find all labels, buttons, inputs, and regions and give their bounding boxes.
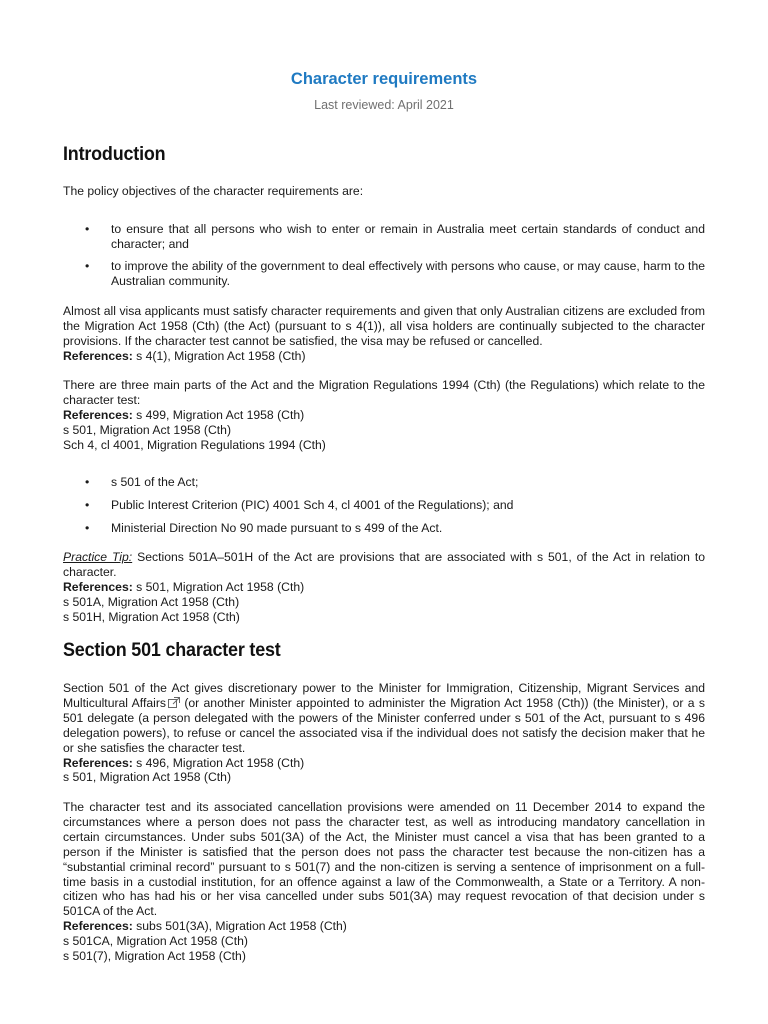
intro-paragraph-2 bbox=[63, 378, 705, 453]
references-label: References: bbox=[63, 919, 133, 934]
reference-line: s 501H, Migration Act 1958 (Cth) bbox=[63, 609, 240, 624]
s501-p1-end: (or another Minister appointed to administer the Migration Act 1958 (Cth)) (the Minister), or a s 501 delegate (a person delegated with the powers of the Minister conferred under s 501 of the Act, pursuant to s 496 delegation powers), to refuse or cancel the associated visa if the individual does not satisfy the decision maker that he or she satisfies the character test. bbox=[63, 695, 705, 755]
references-1 bbox=[63, 349, 705, 364]
practice-tip-label: Practice Tip: bbox=[63, 550, 133, 564]
reference-text: subs 501(3A), Migration Act 1958 (Cth) bbox=[132, 919, 347, 934]
references-label: References: bbox=[63, 579, 133, 594]
bullet-1-text: to ensure that all persons who wish to enter or remain in Australia meet certain standards of conduct and character; and bbox=[111, 222, 705, 251]
reference-line: s 501A, Migration Act 1958 (Cth) bbox=[63, 594, 240, 609]
part-3-text: Ministerial Direction No 90 made pursuant to s 499 of the Act. bbox=[111, 521, 443, 535]
reference-text: s 4(1), Migration Act 1958 (Cth) bbox=[132, 348, 306, 363]
s501-p1-text bbox=[63, 681, 705, 756]
s501-p2-text: The character test and its associated cancellation provisions were amended on 11 December 2014 to expand the circumstances where a person does not pass the character test, as well as introducing mandatory cancellation in certain circumstances. Under subs 501(3A) of the Act, the Minister must cancel a visa that has been granted to a person if the Minister is satisfied that the person does not pass the character test because the non-citizen has a “substantial criminal record” pursuant to s 501(7) and the non-citizen is serving a sentence of imprisonment on a full-time basis in a custodial institution, for an offence against a law of the Commonwealth, a State or a Territory. A non-citizen who has had his or her visa cancelled under subs 501(3A) may request revocation of that decision under s 501CA of the Act. bbox=[63, 800, 705, 919]
intro-paragraph-1 bbox=[63, 304, 705, 364]
s501-p1-start: Section 501 of the Act gives discretionary power to the Minister for Immigration, Citizenship, Migrant Services and Multicultural Affairs bbox=[63, 681, 705, 710]
reference-text: s 501, Migration Act 1958 (Cth) bbox=[132, 579, 305, 594]
reference-line: s 501(7), Migration Act 1958 (Cth) bbox=[63, 949, 246, 964]
bullet-2-text: to improve the ability of the government to deal effectively with persons who cause, or may cause, harm to the Australian community. bbox=[111, 259, 705, 288]
practice-tip-text bbox=[63, 550, 705, 580]
part-2-text: Public Interest Criterion (PIC) 4001 Sch 4, cl 4001 of the Regulations); and bbox=[111, 498, 514, 512]
bullet-2-glyph: • bbox=[85, 259, 90, 273]
references-label: References: bbox=[63, 407, 133, 422]
reference-line: s 501, Migration Act 1958 (Cth) bbox=[63, 770, 231, 785]
s501-paragraph-2 bbox=[63, 800, 705, 964]
practice-tip-body: Sections 501A–501H of the Act are provisions that are associated with s 501, of the Act in relation to character. bbox=[63, 550, 705, 579]
practice-tip bbox=[63, 550, 705, 625]
heading-introduction: Introduction bbox=[63, 143, 166, 165]
references-5 bbox=[63, 919, 705, 934]
reference-line: Sch 4, cl 4001, Migration Regulations 1994 (Cth) bbox=[63, 437, 326, 452]
reference-line: s 501, Migration Act 1958 (Cth) bbox=[63, 422, 231, 437]
part-2-glyph: • bbox=[85, 498, 90, 512]
reference-text: s 499, Migration Act 1958 (Cth) bbox=[132, 407, 305, 422]
page-title: Character requirements bbox=[290, 70, 478, 88]
intro-lead: The policy objectives of the character requirements are: bbox=[63, 184, 364, 198]
s501-paragraph-1 bbox=[63, 681, 705, 785]
part-1-glyph: • bbox=[85, 475, 90, 489]
intro-p1-text: Almost all visa applicants must satisfy character requirements and given that only Australian citizens are excluded from the Migration Act 1958 (Cth) (the Act) (pursuant to s 4(1)), all visa holders are continually subjected to the character provisions. If the character test cannot be satisfied, the visa may be refused or cancelled. bbox=[63, 304, 705, 348]
references-3 bbox=[63, 580, 705, 595]
heading-section-501: Section 501 character test bbox=[63, 639, 281, 661]
reference-text: s 496, Migration Act 1958 (Cth) bbox=[132, 755, 305, 770]
references-label: References: bbox=[63, 348, 133, 363]
references-4 bbox=[63, 756, 705, 771]
reference-line: s 501CA, Migration Act 1958 (Cth) bbox=[63, 934, 248, 949]
last-reviewed: Last reviewed: April 2021 bbox=[314, 98, 454, 112]
references-label: References: bbox=[63, 755, 133, 770]
intro-p2-text: There are three main parts of the Act and the Migration Regulations 1994 (Cth) (the Regulations) which relate to the character test: bbox=[63, 378, 705, 407]
part-1-text: s 501 of the Act; bbox=[111, 475, 199, 489]
bullet-1-glyph: • bbox=[85, 222, 90, 236]
part-3-glyph: • bbox=[85, 521, 90, 535]
external-link-icon[interactable] bbox=[168, 697, 180, 708]
references-2 bbox=[63, 408, 705, 423]
